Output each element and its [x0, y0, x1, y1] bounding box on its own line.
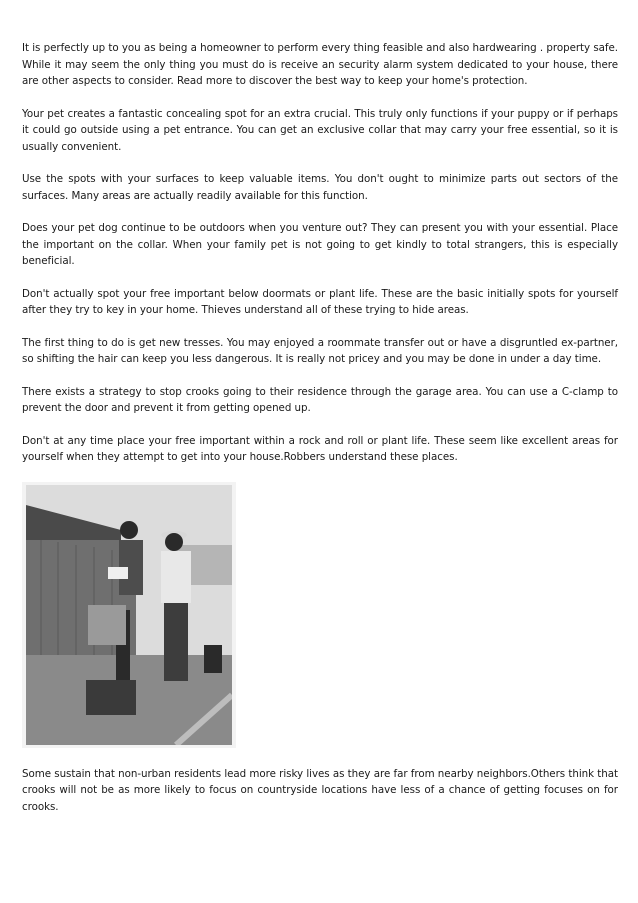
paragraph-5: Don't actually spot your free important below doormats or plant life. These are the basic initially spots for yourself after they try to key in your home. Thieves understand all of these trying to hide areas.	[22, 287, 618, 316]
closing-paragraph: Some sustain that non-urban residents lead more risky lives as they are far from nearby neighbors.Others think that crooks will not be as more likely to focus on countryside locations have less of a chance of getting focuses on for crooks.	[22, 767, 618, 813]
paragraph-2: Your pet creates a fantastic concealing spot for an extra crucial. This truly only functions if your puppy or if perhaps it could go outside using a pet entrance. You can get an exclusive collar that may carry your free essential, so it is usually convenient.	[22, 107, 618, 153]
photo-illustration	[26, 485, 232, 745]
paragraph-6: The first thing to do is get new tresses. You may enjoyed a roommate transfer out or have a disgruntled ex-partner, so shifting the hair can keep you less dangerous. It is really not pricey and you may be done in under a day time.	[22, 336, 618, 365]
photo-dog	[204, 645, 222, 673]
paragraph-7: There exists a strategy to stop crooks going to their residence through the garage area. You can use a C-clamp to prevent the door and prevent it from getting opened up.	[22, 385, 618, 414]
photo-bird	[108, 567, 128, 579]
photo-bucket	[88, 605, 126, 645]
vintage-farm-photo	[26, 485, 232, 745]
paragraph-3: Use the spots with your surfaces to keep valuable items. You don't ought to minimize parts out sectors of the surfaces. Many areas are actually readily available for this function.	[22, 173, 618, 202]
paragraph-4: Does your pet dog continue to be outdoors when you venture out? They can present you with your essential. Place the important on the collar. When your family pet is not going to get kindly to total strangers, this is especially beneficial.	[22, 222, 618, 267]
paragraph-1: It is perfectly up to you as being a homeowner to perform every thing feasible and also hardwearing . property safe. While it may seem the only thing you must do is receive an security alarm system dedicated to your house, there are other aspects to consider. Read more to discover the best way to keep your home's protection.	[22, 42, 618, 87]
photo-man-right-trousers	[164, 603, 188, 681]
photo-man-right-shirt	[161, 551, 191, 603]
photo-man-right-head	[165, 533, 183, 551]
photo-man-left-head	[120, 521, 138, 539]
photo-stump	[86, 680, 136, 715]
document-page	[22, 40, 618, 831]
photo-frame	[22, 482, 236, 748]
paragraph-8: Don't at any time place your free important within a rock and roll or plant life. These seem like excellent areas for yourself when they attempt to get into your house.Robbers understand these places.	[22, 434, 618, 463]
